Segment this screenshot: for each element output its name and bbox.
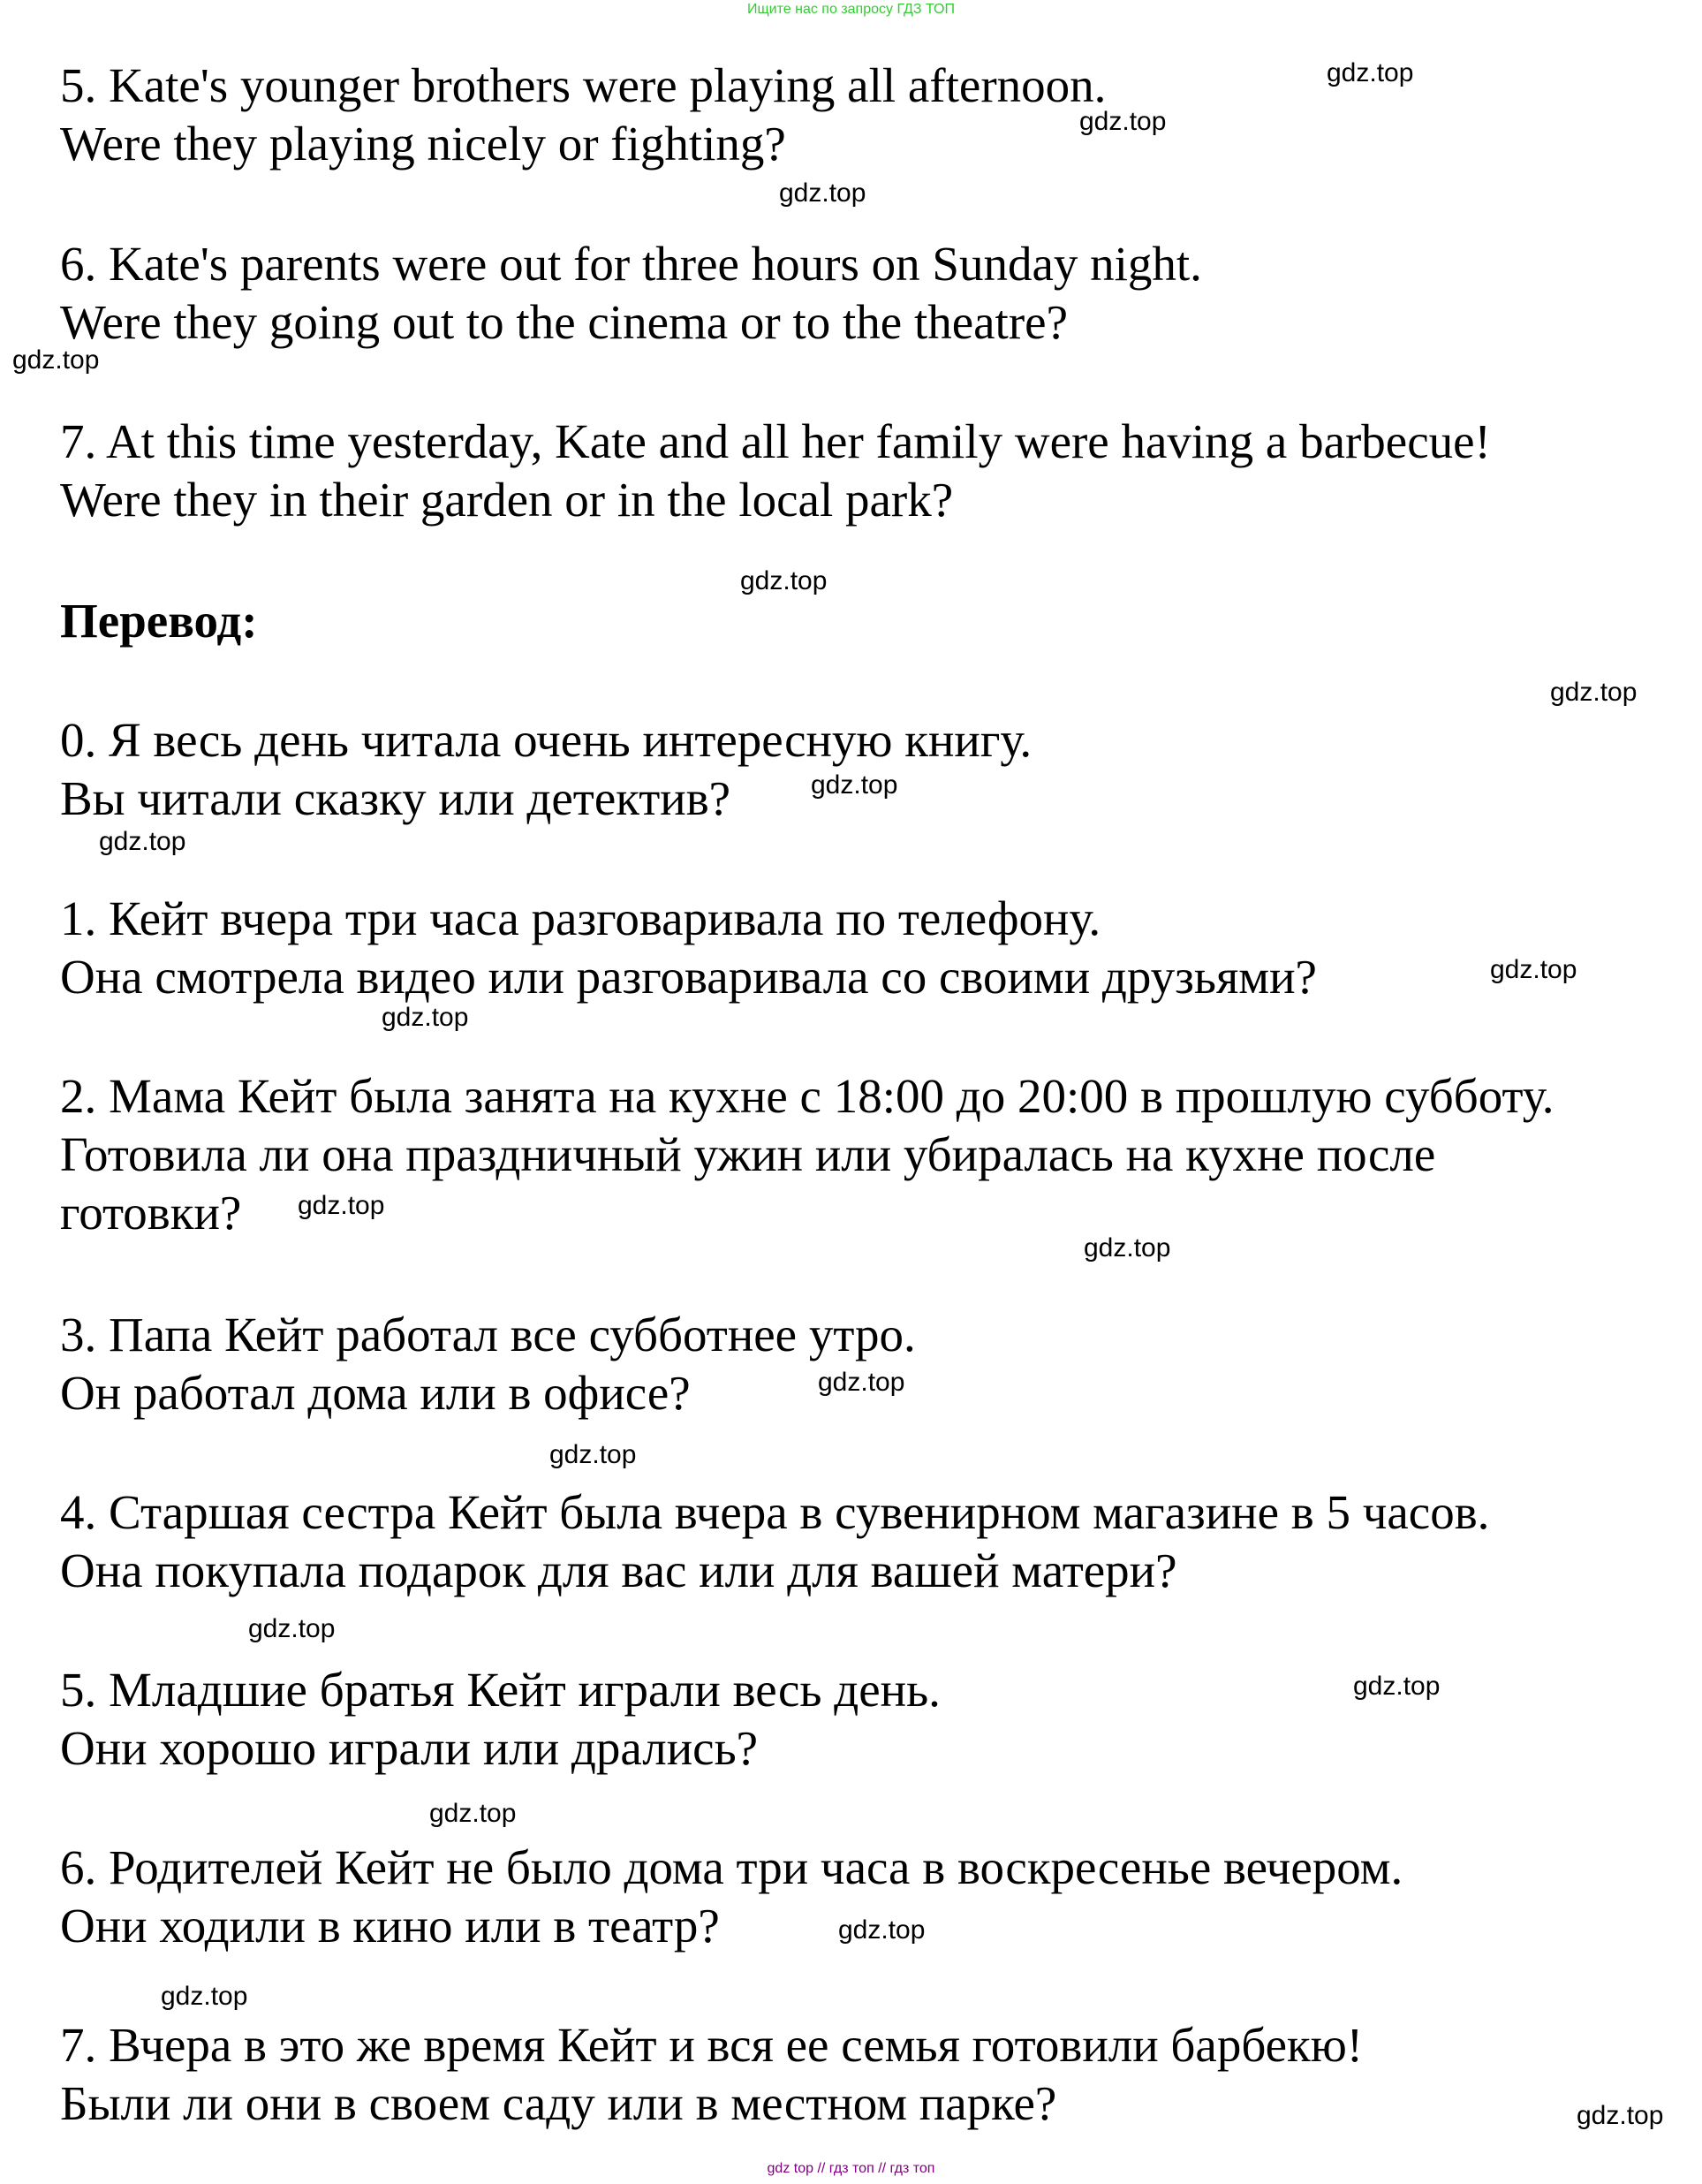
watermark: gdz.top — [12, 345, 100, 375]
russian-item-5-line1: 5. Младшие братья Кейт играли весь день. — [60, 1663, 941, 1717]
english-item-7-line2: Were they in their garden or in the local park? — [60, 473, 954, 527]
watermark: gdz.top — [1577, 2101, 1664, 2130]
watermark: gdz.top — [1084, 1233, 1171, 1263]
russian-item-0-line1: 0. Я весь день читала очень интересную книгу. — [60, 713, 1033, 767]
watermark: gdz.top — [1353, 1672, 1441, 1701]
russian-item-4-line1: 4. Старшая сестра Кейт была вчера в сувенирном магазине в 5 часов. — [60, 1485, 1490, 1539]
russian-item-6-line1: 6. Родителей Кейт не было дома три часа в воскресенье вечером. — [60, 1840, 1403, 1894]
russian-item-1-line2: Она смотрела видео или разговаривала со своими друзьями? — [60, 950, 1317, 1004]
watermark: gdz.top — [429, 1799, 517, 1828]
russian-item-1-line1: 1. Кейт вчера три часа разговаривала по телефону. — [60, 891, 1101, 945]
english-item-6-line1: 6. Kate's parents were out for three hours on Sunday night. — [60, 237, 1202, 291]
watermark: gdz.top — [99, 827, 186, 856]
watermark: gdz.top — [1327, 58, 1414, 87]
russian-item-4-line2: Она покупала подарок для вас или для вашей матери? — [60, 1543, 1177, 1597]
russian-item-6-line2: Они ходили в кино или в театр? — [60, 1899, 720, 1953]
russian-item-7-line2: Были ли они в своем саду или в местном парке? — [60, 2076, 1057, 2130]
english-item-6-line2: Were they going out to the cinema or to the theatre? — [60, 295, 1068, 349]
watermark: gdz.top — [161, 1982, 248, 2011]
russian-item-2-line3: готовки? — [60, 1186, 242, 1240]
bottom-promo-links[interactable]: gdz top // гдз топ // гдз топ — [767, 2161, 935, 2176]
watermark: gdz.top — [382, 1003, 469, 1032]
russian-item-5-line2: Они хорошо играли или дрались? — [60, 1721, 759, 1775]
russian-item-3-line1: 3. Папа Кейт работал все субботнее утро. — [60, 1308, 916, 1361]
watermark: gdz.top — [811, 770, 898, 800]
english-item-5-line2: Were they playing nicely or fighting? — [60, 117, 786, 171]
top-promo-link[interactable]: Ищите нас по запросу ГДЗ ТОП — [747, 2, 955, 17]
watermark: gdz.top — [779, 178, 866, 208]
watermark: gdz.top — [549, 1440, 637, 1469]
translation-heading: Перевод: — [60, 594, 258, 648]
russian-item-7-line1: 7. Вчера в это же время Кейт и вся ее семья готовили барбекю! — [60, 2018, 1364, 2072]
watermark: gdz.top — [1490, 955, 1577, 984]
russian-item-2-line2: Готовила ли она праздничный ужин или убиралась на кухне после — [60, 1127, 1436, 1181]
english-item-7-line1: 7. At this time yesterday, Kate and all her family were having a barbecue! — [60, 414, 1491, 468]
watermark: gdz.top — [298, 1191, 385, 1220]
english-item-5-line1: 5. Kate's younger brothers were playing all afternoon. — [60, 58, 1107, 112]
watermark: gdz.top — [1079, 107, 1167, 136]
watermark: gdz.top — [818, 1368, 905, 1397]
russian-item-2-line1: 2. Мама Кейт была занята на кухне с 18:00 до 20:00 в прошлую субботу. — [60, 1069, 1554, 1123]
watermark: gdz.top — [740, 566, 828, 595]
watermark: gdz.top — [248, 1614, 336, 1643]
russian-item-3-line2: Он работал дома или в офисе? — [60, 1366, 691, 1420]
watermark: gdz.top — [838, 1915, 926, 1945]
watermark: gdz.top — [1550, 678, 1638, 707]
russian-item-0-line2: Вы читали сказку или детектив? — [60, 771, 731, 825]
